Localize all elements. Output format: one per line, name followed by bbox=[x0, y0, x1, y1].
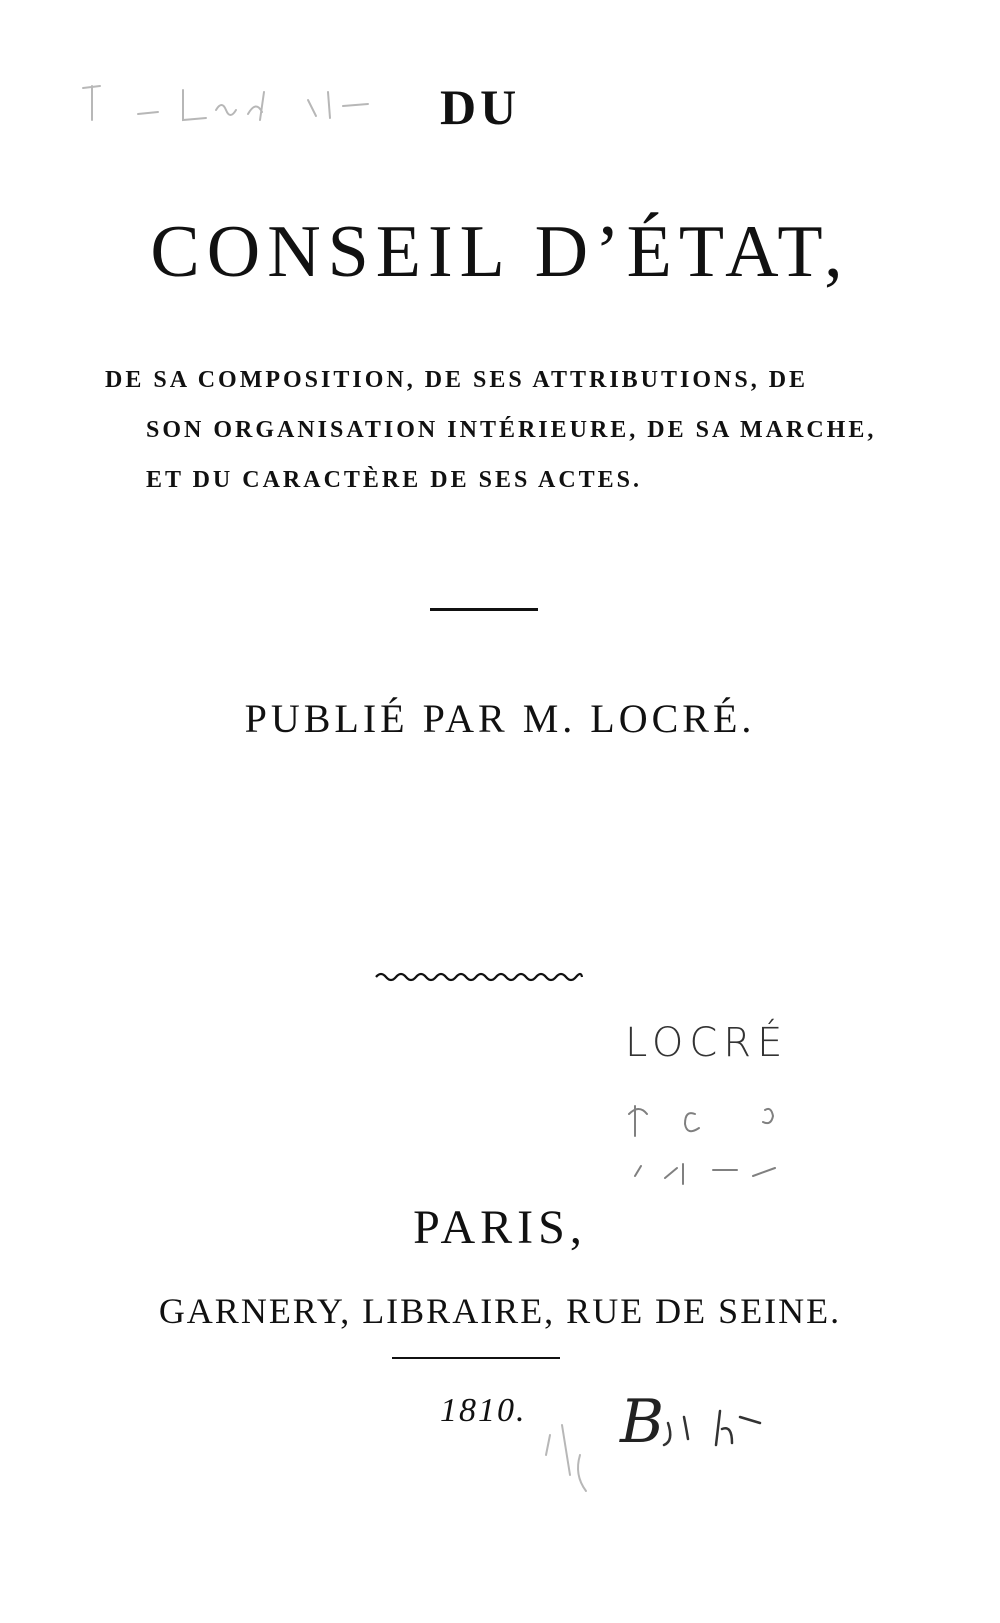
faint-stamp-mark bbox=[78, 80, 408, 140]
handwritten-bottom-scribble bbox=[660, 1403, 780, 1453]
subtitle-line-1: DE SA COMPOSITION, DE SES ATTRIBUTIONS, DE bbox=[105, 367, 809, 393]
main-title: CONSEIL D’ÉTAT, bbox=[150, 211, 850, 293]
imprint-city: PARIS, bbox=[413, 1201, 587, 1254]
title-prefix: DU bbox=[440, 79, 521, 135]
short-divider-rule bbox=[430, 608, 538, 611]
handwritten-shelfmark-text: LOCRÉ bbox=[625, 1020, 789, 1066]
imprint-year: 1810. bbox=[440, 1392, 527, 1429]
subtitle-line-3: ET DU CARACTÈRE DE SES ACTES. bbox=[146, 467, 643, 493]
wavy-ornament-rule bbox=[374, 970, 584, 984]
author-line: PUBLIÉ PAR M. LOCRÉ. bbox=[244, 696, 756, 741]
handwritten-bottom-text: B bbox=[620, 1387, 665, 1457]
handwritten-shelfmark bbox=[625, 1020, 825, 1210]
subtitle-line-2: SON ORGANISATION INTÉRIEURE, DE SA MARCHE, bbox=[146, 417, 877, 443]
long-divider-rule bbox=[392, 1357, 560, 1359]
handwritten-scribbles bbox=[625, 1066, 825, 1196]
handwritten-bottom-note bbox=[540, 1387, 800, 1495]
imprint-publisher: GARNERY, LIBRAIRE, RUE DE SEINE. bbox=[158, 1291, 842, 1331]
